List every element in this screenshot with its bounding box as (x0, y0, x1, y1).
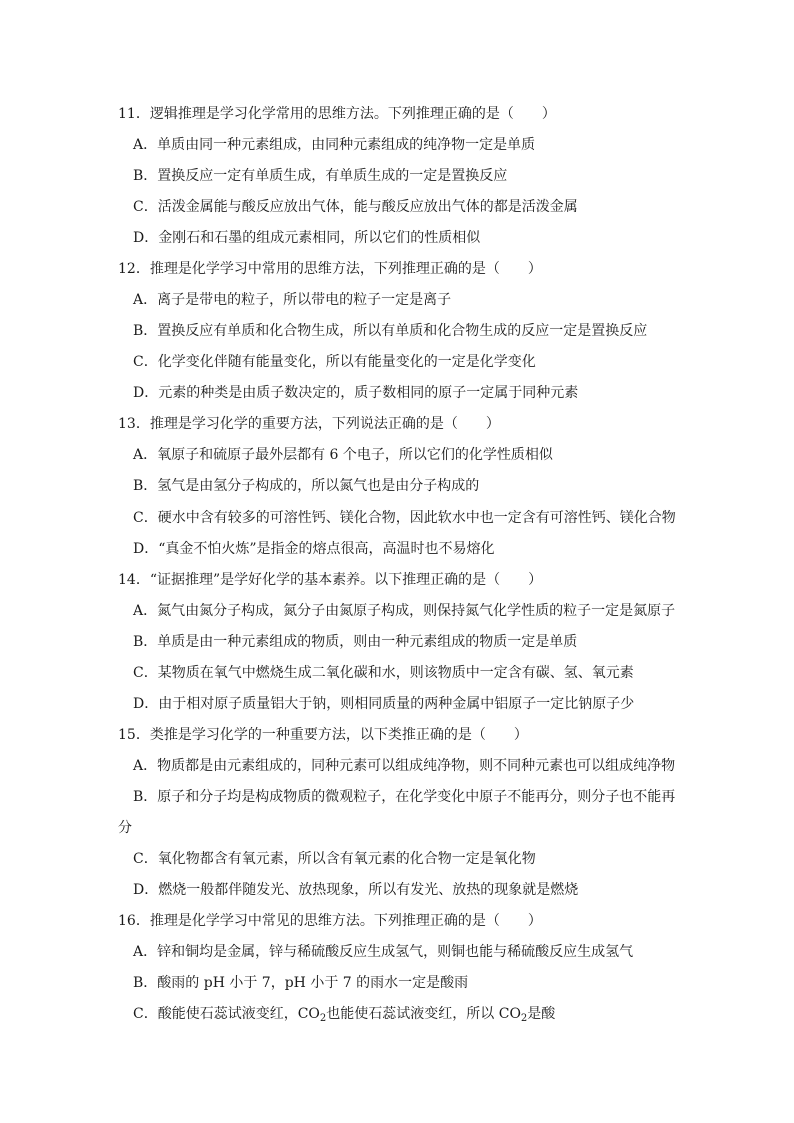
option-b-continuation: 分 (118, 820, 132, 836)
option-b: B．酸雨的 pH 小于 7，pH 小于 7 的雨水一定是酸雨 (133, 975, 469, 991)
option-b: B．置换反应有单质和化合物生成，所以有单质和化合物生成的反应一定是置换反应 (133, 323, 648, 339)
option-c-part3: 是酸 (527, 1006, 556, 1022)
option-c-part2: 也能使石蕊试液变红，所以 CO (326, 1006, 521, 1022)
option-a: A．锌和铜均是金属，锌与稀硫酸反应生成氢气，则铜也能与稀硫酸反应生成氢气 (133, 944, 634, 960)
subscript-2: 2 (319, 1013, 327, 1024)
option-d: D．由于相对原子质量铝大于钠，则相同质量的两种金属中铝原子一定比钠原子少 (133, 696, 635, 712)
option-a: A．物质都是由元素组成的，同种元素可以组成纯净物，则不同种元素也可以组成纯净物 (133, 758, 676, 774)
question-stem: 16．推理是化学学习中常见的思维方法。下列推理正确的是（ ） (118, 913, 542, 929)
option-c: C．硬水中含有较多的可溶性钙、镁化合物，因此软水中也一定含有可溶性钙、镁化合物 (133, 510, 676, 526)
subscript-2: 2 (520, 1013, 528, 1024)
option-c (133, 1004, 555, 1024)
option-c: C．氧化物都含有氧元素，所以含有氧元素的化合物一定是氧化物 (133, 851, 536, 867)
question-stem: 15．类推是学习化学的一种重要方法，以下类推正确的是（ ） (118, 727, 528, 743)
option-c: C．化学变化伴随有能量变化，所以有能量变化的一定是化学变化 (133, 354, 536, 370)
option-b: B．原子和分子均是构成物质的微观粒子，在化学变化中原子不能再分，则分子也不能再 (133, 789, 676, 805)
option-c: C．某物质在氧气中燃烧生成二氧化碳和水，则该物质中一定含有碳、氢、氧元素 (133, 665, 634, 681)
question-stem: 12．推理是化学学习中常用的思维方法，下列推理正确的是（ ） (118, 261, 542, 277)
option-b: B．单质是由一种元素组成的物质，则由一种元素组成的物质一定是单质 (133, 634, 578, 650)
option-a: A．离子是带电的粒子，所以带电的粒子一定是离子 (133, 292, 452, 308)
option-a: A．氮气由氮分子构成，氮分子由氮原子构成，则保持氮气化学性质的粒子一定是氮原子 (133, 603, 676, 619)
option-a: A．氧原子和硫原子最外层都有 6 个电子，所以它们的化学性质相似 (133, 447, 553, 463)
question-stem: 11．逻辑推理是学习化学常用的思维方法。下列推理正确的是（ ） (118, 106, 556, 122)
option-d: D．元素的种类是由质子数决定的，质子数相同的原子一定属于同种元素 (133, 385, 579, 401)
option-d: D．燃烧一般都伴随发光、放热现象，所以有发光、放热的现象就是燃烧 (133, 882, 579, 898)
option-d: D．“真金不怕火炼”是指金的熔点很高，高温时也不易熔化 (133, 541, 495, 557)
option-d: D．金刚石和石墨的组成元素相同，所以它们的性质相似 (133, 230, 481, 246)
question-stem: 13．推理是学习化学的重要方法，下列说法正确的是（ ） (118, 416, 500, 432)
question-stem: 14．“证据推理”是学好化学的基本素养。以下推理正确的是（ ） (118, 572, 543, 588)
option-b: B．氢气是由氢分子构成的，所以氮气也是由分子构成的 (133, 478, 480, 494)
option-c-part1: C．酸能使石蕊试液变红，CO (133, 1006, 320, 1022)
option-b: B．置换反应一定有单质生成，有单质生成的一定是置换反应 (133, 168, 508, 184)
option-a: A．单质由同一种元素组成，由同种元素组成的纯净物一定是单质 (133, 137, 536, 153)
option-c: C．活泼金属能与酸反应放出气体，能与酸反应放出气体的都是活泼金属 (133, 199, 578, 215)
